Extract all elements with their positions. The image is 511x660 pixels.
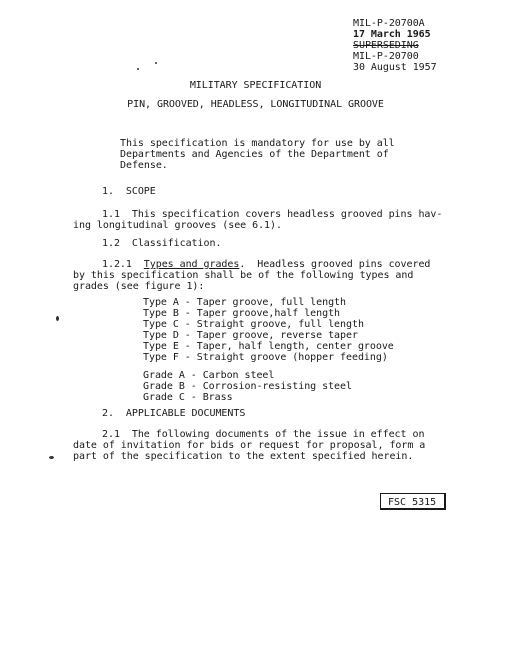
spec-subject-title: PIN, GROOVED, HEADLESS, LONGITUDINAL GROOVE [127,99,384,110]
doc-date: 17 March 1965 [353,29,431,40]
scan-speck [137,68,139,70]
para-1-2-1-line-2: by this specification shall be of the following types and [73,270,414,281]
list-item: Type F - Straight groove (hopper feeding) [143,352,388,363]
para-2-1-line-1: 2.1 The following documents of the issue in effect on [102,429,425,440]
mandatory-line-2: Departments and Agencies of the Department of [120,149,389,160]
scan-speck [56,316,59,321]
para-1-2-1-line-1 [102,259,430,270]
para-1-2-1-rest: . Headless grooved pins covered [239,259,431,270]
spec-type-title: MILITARY SPECIFICATION [189,80,322,91]
list-item: Type B - Taper groove,half length [143,308,341,319]
scope-heading: 1. SCOPE [102,186,156,197]
para-1-2-1-title: Types and grades [143,259,240,270]
fsc-box [380,493,446,510]
para-1-1-line-1: 1.1 This specification covers headless grooved pins hav- [102,209,443,220]
list-item: Grade C - Brass [143,392,233,403]
list-item: Type A - Taper groove, full length [143,297,346,308]
para-1-2-1-line-3: grades (see figure 1): [73,281,205,292]
para-1-1-line-2: ing longitudinal grooves (see 6.1). [73,220,282,231]
scan-speck [155,62,157,64]
doc-number: MIL-P-20700A [353,18,425,29]
para-1-2-heading: 1.2 Classification. [102,238,222,249]
superseding-label: SUPERSEDING [353,40,419,51]
mandatory-line-3: Defense. [120,160,168,171]
docs-heading: 2. APPLICABLE DOCUMENTS [102,408,246,419]
para-2-1-line-2: date of invitation for bids or request for proposal, form a [73,440,426,451]
para-1-2-1-number: 1.2.1 [102,259,144,270]
list-item: Type E - Taper, half length, center groove [143,341,394,352]
superseded-number: MIL-P-20700 [353,51,419,62]
scan-speck [49,456,54,459]
superseded-date: 30 August 1957 [353,62,437,73]
para-2-1-line-3: part of the specification to the extent specified herein. [73,451,414,462]
fsc-code: FSC 5315 [388,497,437,508]
mandatory-line-1: This specification is mandatory for use by all [120,138,395,149]
list-item: Type D - Taper groove, reverse taper [143,330,358,341]
list-item: Grade B - Corrosion-resisting steel [143,381,352,392]
list-item: Type C - Straight groove, full length [143,319,364,330]
list-item: Grade A - Carbon steel [143,370,275,381]
